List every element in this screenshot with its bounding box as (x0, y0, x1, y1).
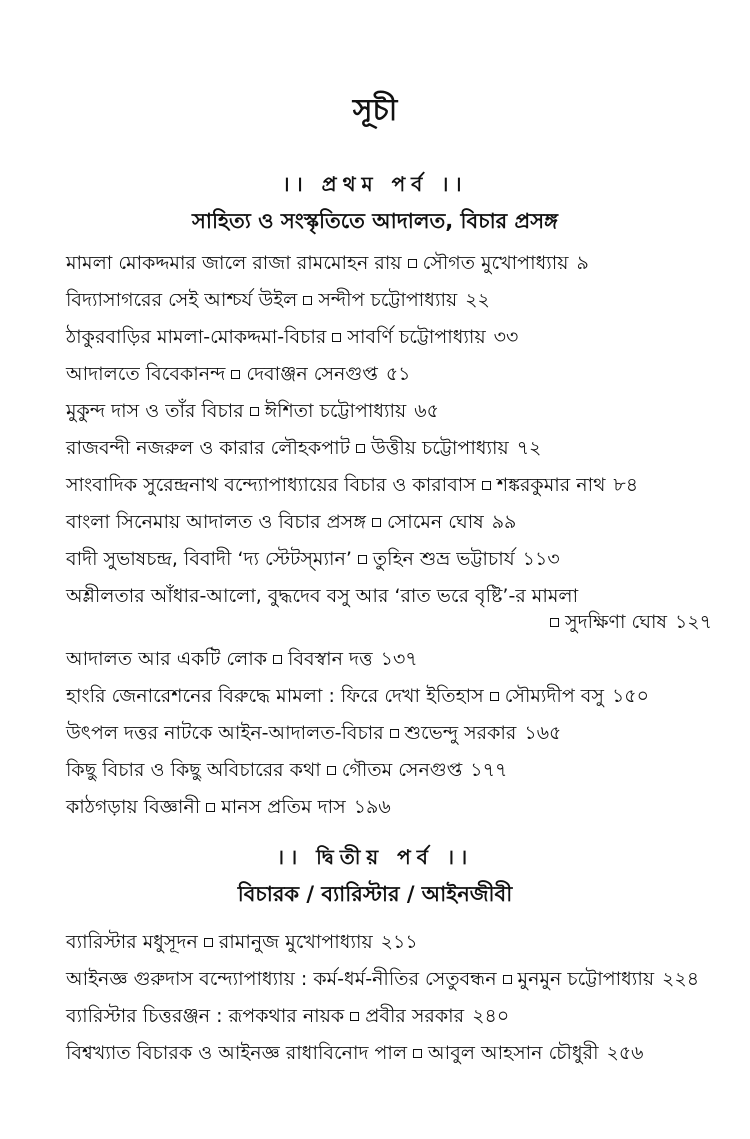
toc-entry[interactable] (66, 361, 716, 387)
entry-author: ঈশিতা চট্টোপাধ্যায় (264, 400, 407, 422)
entry-author: গৌতম সেনগুপ্ত (341, 759, 463, 781)
toc-entry[interactable] (66, 472, 716, 498)
part-one-heading: ।। প্রথম পর্ব ।। (282, 172, 468, 196)
entry-author: বিবস্বান দত্ত (288, 648, 373, 670)
entry-page-number: ২২৪ (662, 968, 700, 990)
toc-entry[interactable] (66, 324, 716, 350)
separator-box-icon (490, 692, 499, 701)
entry-author: সৌগত মুখোপাধ্যায় (422, 252, 569, 274)
toc-entry[interactable] (66, 646, 716, 672)
entry-page-number: ৯৯ (491, 511, 517, 533)
entry-title: বিশ্বখ্যাত বিচারক ও আইনজ্ঞ রাধাবিনোদ পাল (66, 1042, 408, 1064)
entry-title: বিদ্যাসাগরের সেই আশ্চর্য উইল (66, 289, 298, 311)
entry-page-number: ১৬৫ (524, 722, 562, 744)
separator-box-icon (358, 555, 367, 564)
toc-entry[interactable] (66, 966, 716, 992)
separator-box-icon (273, 655, 282, 664)
toc-entry[interactable] (66, 398, 716, 424)
entry-title: কাঠগড়ায় বিজ্ঞানী (66, 796, 201, 818)
entry-author: রামানুজ মুখোপাধ্যায় (218, 931, 373, 953)
entry-author: আবুল আহসান চৌধুরী (428, 1042, 599, 1064)
separator-box-icon (327, 766, 336, 775)
separator-box-icon (390, 729, 399, 738)
toc-entry[interactable] (66, 546, 716, 572)
toc-entry[interactable] (66, 1040, 716, 1066)
entry-page-number: ২১১ (380, 931, 418, 953)
entry-title: ব্যারিস্টার মধুসূদন (66, 931, 198, 953)
entry-page-number: ১৫০ (611, 685, 649, 707)
entry-title: ব্যারিস্টার চিত্তরঞ্জন : রূপকথার নায়ক (66, 1005, 345, 1027)
entry-title: মুকুন্দ দাস ও তাঁর বিচার (66, 400, 244, 422)
toc-entry[interactable] (66, 757, 716, 783)
separator-box-icon (250, 407, 259, 416)
separator-box-icon (204, 938, 213, 947)
separator-box-icon (413, 1049, 422, 1058)
entry-page-number: ৩৩ (493, 326, 519, 348)
separator-box-icon (372, 518, 381, 527)
entry-author: তুহিন শুভ্র ভট্টাচার্য (372, 548, 515, 570)
toc-entry[interactable] (66, 287, 716, 313)
toc-entry[interactable] (66, 1003, 716, 1029)
entry-page-number: ৮৪ (613, 474, 639, 496)
part-one-section-heading: সাহিত্য ও সংস্কৃতিতে আদালত, বিচার প্রসঙ্গ (191, 209, 558, 233)
toc-entry[interactable] (66, 794, 716, 820)
separator-box-icon (356, 444, 365, 453)
entry-page-number: ১২৭ (674, 611, 712, 633)
part-two-section-heading: বিচারক / ব্যারিস্টার / আইনজীবী (237, 882, 513, 906)
separator-box-icon (206, 803, 215, 812)
toc-entry[interactable] (66, 583, 716, 635)
separator-box-icon (350, 1012, 359, 1021)
toc-entry[interactable] (66, 250, 716, 276)
entry-author: সুদক্ষিণা ঘোষ (565, 611, 667, 633)
entry-author: সন্দীপ চট্টোপাধ্যায় (318, 289, 458, 311)
entry-title: আদালত আর একটি লোক (66, 648, 268, 670)
entry-author: শুভেন্দু সরকার (404, 722, 517, 744)
part-two-entry-list (66, 929, 716, 1077)
entry-title: মামলা মোকদ্দমার জালে রাজা রামমোহন রায় (66, 252, 402, 274)
toc-entry[interactable] (66, 929, 716, 955)
entry-author: উত্তীয় চট্টোপাধ্যায় (370, 437, 509, 459)
separator-box-icon (408, 259, 417, 268)
part-one-entry-list (66, 250, 716, 831)
entry-title: কিছু বিচার ও কিছু অবিচারের কথা (66, 759, 321, 781)
toc-entry[interactable] (66, 683, 716, 709)
entry-page-number: ৯ (576, 252, 589, 274)
entry-title: সাংবাদিক সুরেন্দ্রনাথ বন্দ্যোপাধ্যায়ের বিচার ও কারাবাস (66, 474, 476, 496)
entry-title: বাদী সুভাষচন্দ্র, বিবাদী ‘দ্য স্টেটস্‌ম্যান’ (66, 548, 352, 570)
entry-title: হাংরি জেনারেশনের বিরুদ্ধে মামলা : ফিরে দেখা ইতিহাস (66, 685, 484, 707)
separator-box-icon (550, 618, 559, 627)
entry-author: শঙ্করকুমার নাথ (496, 474, 606, 496)
entry-page-number: ১১৩ (522, 548, 560, 570)
separator-box-icon (231, 370, 240, 379)
toc-entry[interactable] (66, 509, 716, 535)
entry-page-number: ২৪০ (472, 1005, 510, 1027)
entry-page-number: ২৫৬ (606, 1042, 644, 1064)
entry-author: সৌম্যদীপ বসু (504, 685, 604, 707)
entry-page-number: ৬৫ (414, 400, 439, 422)
entry-author: সাবর্ণি চট্টোপাধ্যায় (347, 326, 486, 348)
entry-title: আদালতে বিবেকানন্দ (66, 363, 226, 385)
separator-box-icon (303, 296, 312, 305)
entry-author: সোমেন ঘোষ (386, 511, 484, 533)
entry-title: আইনজ্ঞ গুরুদাস বন্দ্যোপাধ্যায় : কর্ম-ধর্ম-নীতির সেতুবন্ধন (66, 968, 497, 990)
page-title: সূচী (352, 93, 398, 128)
separator-box-icon (503, 975, 512, 984)
separator-box-icon (482, 481, 491, 490)
entry-page-number: ২২ (465, 289, 490, 311)
separator-box-icon (332, 333, 341, 342)
part-two-heading: ।। দ্বিতীয় পর্ব ।। (276, 845, 474, 869)
entry-page-number: ১৯৬ (353, 796, 391, 818)
entry-title: ঠাকুরবাড়ির মামলা-মোকদ্দমা-বিচার (66, 326, 327, 348)
entry-page-number: ১৩৭ (380, 648, 418, 670)
entry-author: মুনমুন চট্টোপাধ্যায় (517, 968, 655, 990)
entry-page-number: ১৭৭ (470, 759, 508, 781)
entry-author: দেবাঞ্জন সেনগুপ্ত (246, 363, 378, 385)
toc-entry[interactable] (66, 435, 716, 461)
entry-page-number: ৭২ (516, 437, 542, 459)
entry-title: রাজবন্দী নজরুল ও কারার লৌহকপাট (66, 437, 350, 459)
entry-page-number: ৫১ (385, 363, 411, 385)
toc-entry[interactable] (66, 720, 716, 746)
entry-author: মানস প্রতিম দাস (221, 796, 346, 818)
entry-title: বাংলা সিনেমায় আদালত ও বিচার প্রসঙ্গ (66, 511, 366, 533)
entry-title: উৎপল দত্তর নাটকে আইন-আদালত-বিচার (66, 722, 384, 744)
entry-title: অশ্লীলতার আঁধার-আলো, বুদ্ধদেব বসু আর ‘রাত ভরে বৃষ্টি’-র মামলা (66, 585, 579, 607)
entry-author: প্রবীর সরকার (365, 1005, 465, 1027)
entry-continuation (66, 609, 716, 635)
